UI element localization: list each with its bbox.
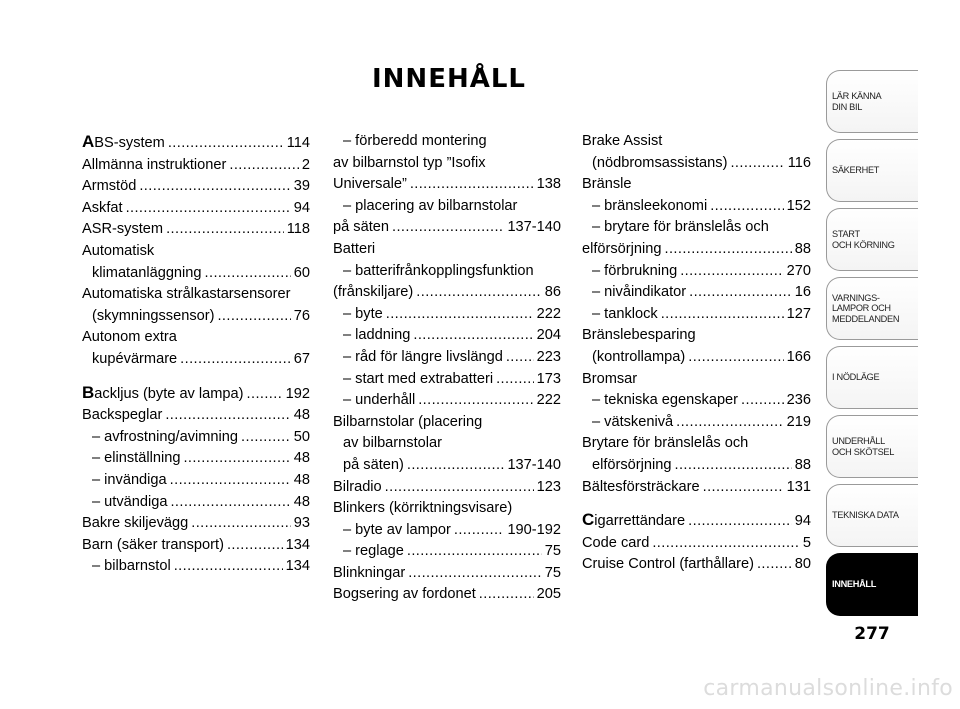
entry-label-rest: ackljus (byte av lampa) (94, 385, 244, 402)
page-ref: 236 (786, 392, 811, 409)
page-ref: 16 (794, 284, 811, 301)
entry-label (82, 382, 244, 406)
entry-label: Askfat (82, 199, 123, 216)
page-ref: 80 (794, 556, 811, 573)
dot-leader (688, 347, 783, 369)
entry-label: – råd för längre livslängd (343, 348, 503, 365)
index-entry (82, 263, 310, 285)
dot-leader (191, 513, 291, 535)
index-entry (82, 131, 310, 155)
index-entry (333, 217, 561, 239)
chapter-tab[interactable]: START OCH KÖRNING (826, 208, 918, 271)
index-entry (333, 541, 561, 563)
section-initial: C (582, 510, 595, 530)
dot-leader (205, 263, 291, 285)
dot-leader (689, 282, 792, 304)
dot-leader (418, 390, 533, 412)
page-ref: 50 (293, 428, 310, 445)
index-heading: Bränsle (582, 176, 632, 193)
page-ref: 270 (786, 262, 811, 279)
index-entry (333, 455, 561, 477)
index-entry (82, 155, 310, 177)
dot-leader (710, 196, 783, 218)
page-ref: 190-192 (507, 521, 561, 538)
entry-label: Cruise Control (farthållare) (582, 556, 754, 573)
entry-label: – invändiga (92, 471, 167, 488)
page-ref: 60 (293, 264, 310, 281)
page-ref: 75 (544, 543, 561, 560)
dot-leader (229, 155, 298, 177)
dot-leader (168, 133, 284, 155)
page-ref: 134 (285, 536, 310, 553)
page-ref: 94 (293, 199, 310, 216)
entry-label: elförsörjning (582, 240, 662, 257)
entry-label (582, 509, 685, 533)
entry-label: – avfrostning/avimning (92, 428, 239, 445)
index-entry (333, 584, 561, 606)
dot-leader (479, 584, 534, 606)
page-ref: 48 (293, 493, 310, 510)
index-heading: – placering av bilbarnstolar (343, 197, 518, 214)
dot-leader (676, 412, 784, 434)
entry-label: – elinställning (92, 450, 181, 467)
dot-leader (741, 390, 784, 412)
dot-leader (407, 455, 505, 477)
index-entry (582, 455, 811, 477)
index-column-3 (582, 131, 811, 576)
page-ref: 86 (544, 284, 561, 301)
index-entry (582, 412, 811, 434)
entry-label: – start med extrabatteri (343, 370, 494, 387)
dot-leader (454, 520, 505, 542)
entry-label: – bilbarnstol (92, 558, 171, 575)
dot-leader (408, 563, 542, 585)
dot-leader (665, 239, 792, 261)
index-entry (82, 198, 310, 220)
page-ref: 39 (293, 178, 310, 195)
index-entry (82, 405, 310, 427)
page-ref: 114 (286, 135, 310, 151)
section-initial: A (82, 132, 95, 151)
dot-leader (392, 217, 504, 239)
dot-leader (183, 448, 290, 470)
entry-label: på säten (333, 219, 389, 236)
index-entry (82, 349, 310, 371)
entry-label: Backspeglar (82, 407, 163, 424)
index-entry (582, 304, 811, 326)
dot-leader (680, 261, 783, 283)
chapter-tabs (826, 70, 918, 622)
index-entry (582, 153, 811, 175)
watermark: carmanualsonline.info (703, 676, 953, 701)
index-entry (333, 325, 561, 347)
dot-leader (416, 282, 541, 304)
page-ref: 127 (786, 305, 811, 322)
index-heading: Automatisk (82, 242, 155, 259)
index-entry (582, 261, 811, 283)
page-ref: 76 (293, 307, 310, 324)
page-ref: 123 (536, 478, 561, 495)
index-heading: Brake Assist (582, 133, 663, 149)
index-entry (333, 369, 561, 391)
entry-label: – underhåll (343, 392, 416, 409)
index-heading: Bränslebesparing (582, 327, 696, 344)
dot-leader (506, 347, 534, 369)
entry-label: Bältesförsträckare (582, 478, 700, 495)
section-spacer (82, 371, 310, 382)
index-entry (82, 219, 310, 241)
dot-leader (126, 198, 291, 220)
page-ref: 48 (293, 407, 310, 424)
index-entry (333, 304, 561, 326)
entry-label: Allmänna instruktioner (82, 156, 227, 173)
index-entry (333, 282, 561, 304)
page-ref: 137-140 (507, 456, 561, 473)
index-heading: Batteri (333, 240, 376, 257)
page-ref: 67 (293, 350, 310, 367)
entry-label: – utvändiga (92, 493, 168, 510)
chapter-tab[interactable]: VARNINGS- LAMPOR OCH MEDDELANDEN (826, 277, 918, 340)
index-heading: – brytare för bränslelås och (592, 219, 769, 236)
dot-leader (730, 153, 784, 175)
index-entry (82, 535, 310, 557)
page-ref: 131 (786, 478, 811, 495)
page-ref: 205 (536, 586, 561, 603)
index-entry (582, 282, 811, 304)
entry-label: – byte (343, 305, 383, 322)
entry-label: – byte av lampor (343, 521, 451, 538)
page-ref: 222 (536, 392, 561, 409)
index-entry (82, 448, 310, 470)
entry-label: kupévärmare (92, 350, 178, 367)
chapter-tab[interactable]: I NÖDLÄGE (826, 346, 918, 409)
index-heading: – förberedd montering (343, 133, 487, 149)
index-entry (582, 196, 811, 218)
entry-label: Universale” (333, 176, 407, 193)
index-heading: Brytare för bränslelås och (582, 435, 749, 452)
dot-leader (413, 325, 533, 347)
entry-label: – vätskenivå (592, 413, 674, 430)
index-entry (582, 347, 811, 369)
entry-label: – laddning (343, 327, 411, 344)
chapter-tab[interactable]: INNEHÅLL (826, 553, 918, 616)
entry-label: Barn (säker transport) (82, 536, 224, 553)
dot-leader (407, 541, 542, 563)
page-ref: 2 (301, 156, 310, 173)
index-entry (82, 382, 310, 406)
index-entry (582, 477, 811, 499)
dot-leader (139, 176, 290, 198)
page-ref: 88 (794, 240, 811, 257)
entry-label-rest: BS-system (94, 135, 165, 151)
index-heading: – batterifrånkopplingsfunktion (343, 262, 534, 279)
entry-label: (kontrollampa) (592, 348, 686, 365)
index-entry (82, 513, 310, 535)
page-ref: 222 (536, 305, 561, 322)
dot-leader (165, 405, 290, 427)
section-spacer (582, 498, 811, 509)
page-ref: 138 (536, 176, 561, 193)
entry-label: Bilradio (333, 478, 382, 495)
dot-leader (688, 511, 792, 533)
index-entry (582, 509, 811, 533)
page-ref: 137-140 (507, 219, 561, 236)
chapter-tab[interactable]: UNDERHÅLL OCH SKÖTSEL (826, 415, 918, 478)
entry-label: Bogsering av fordonet (333, 586, 476, 603)
index-heading: Automatiska strålkastarsensorer (82, 286, 291, 303)
entry-label: (frånskiljare) (333, 284, 414, 301)
index-heading: Bilbarnstolar (placering (333, 413, 483, 430)
entry-label (82, 131, 165, 155)
page-ref: 118 (286, 221, 310, 238)
entry-label: – nivåindikator (592, 284, 687, 301)
dot-leader (703, 477, 784, 499)
entry-label: – tanklock (592, 305, 658, 322)
entry-label: elförsörjning (592, 456, 672, 473)
dot-leader (247, 384, 283, 406)
entry-label: ASR-system (82, 221, 164, 238)
dot-leader (170, 492, 290, 514)
page-ref: 48 (293, 471, 310, 488)
entry-label: Bakre skiljevägg (82, 515, 189, 532)
index-entry (82, 470, 310, 492)
entry-label: (nödbromsassistans) (592, 154, 728, 171)
index-entry (333, 520, 561, 542)
page-ref: 75 (544, 564, 561, 581)
page-ref: 116 (787, 154, 811, 171)
section-initial: B (82, 382, 95, 402)
page-ref: 152 (786, 197, 811, 214)
index-column-2 (333, 131, 561, 606)
page-number: 277 (854, 624, 890, 644)
entry-label: (skymningssensor) (92, 307, 215, 324)
chapter-tab[interactable]: SÄKERHET (826, 139, 918, 202)
dot-leader (166, 219, 284, 241)
page-ref: 166 (786, 348, 811, 365)
page-ref: 48 (293, 450, 310, 467)
index-entry (333, 563, 561, 585)
dot-leader (661, 304, 784, 326)
page-ref: 94 (794, 513, 811, 530)
index-heading: Autonom extra (82, 329, 177, 346)
dot-leader (410, 174, 534, 196)
page-ref: 219 (786, 413, 811, 430)
index-heading: av bilbarnstol typ ”Isofix (333, 154, 486, 171)
page-title: INNEHÅLL (372, 64, 526, 94)
dot-leader (385, 477, 534, 499)
dot-leader (180, 349, 291, 371)
entry-label: Code card (582, 534, 650, 551)
index-entry (333, 347, 561, 369)
page-ref: 93 (293, 515, 310, 532)
dot-leader (386, 304, 534, 326)
page-ref: 204 (536, 327, 561, 344)
dot-leader (652, 533, 800, 555)
chapter-tab[interactable]: LÄR KÄNNA DIN BIL (826, 70, 918, 133)
page-ref: 223 (536, 348, 561, 365)
dot-leader (757, 554, 792, 576)
entry-label: – tekniska egenskaper (592, 392, 739, 409)
page-ref: 173 (536, 370, 561, 387)
index-column-1 (82, 131, 310, 578)
entry-label: Blinkningar (333, 564, 406, 581)
index-entry (333, 390, 561, 412)
dot-leader (227, 535, 283, 557)
index-entry (82, 176, 310, 198)
entry-label: Armstöd (82, 178, 137, 195)
page-ref: 134 (285, 558, 310, 575)
index-entry (333, 477, 561, 499)
chapter-tab[interactable]: TEKNISKA DATA (826, 484, 918, 547)
entry-label: – reglage (343, 543, 404, 560)
index-entry (582, 390, 811, 412)
index-entry (82, 306, 310, 328)
index-entry (582, 533, 811, 555)
index-entry (82, 556, 310, 578)
dot-leader (496, 369, 534, 391)
index-heading: av bilbarnstolar (343, 435, 442, 452)
page-ref: 192 (285, 385, 310, 402)
page-ref: 88 (794, 456, 811, 473)
entry-label: på säten) (343, 456, 404, 473)
entry-label: – bränsleekonomi (592, 197, 708, 214)
index-heading: Blinkers (körriktningsvisare) (333, 500, 513, 517)
index-entry (82, 427, 310, 449)
dot-leader (217, 306, 290, 328)
index-entry (582, 554, 811, 576)
dot-leader (174, 556, 283, 578)
index-heading: Bromsar (582, 370, 638, 387)
index-entry (82, 492, 310, 514)
entry-label: – förbrukning (592, 262, 678, 279)
index-entry (333, 174, 561, 196)
dot-leader (170, 470, 291, 492)
index-entry (582, 239, 811, 261)
dot-leader (675, 455, 792, 477)
entry-label-rest: igarrettändare (594, 513, 686, 530)
dot-leader (241, 427, 291, 449)
entry-label: klimatanläggning (92, 264, 202, 281)
page-ref: 5 (802, 534, 811, 551)
